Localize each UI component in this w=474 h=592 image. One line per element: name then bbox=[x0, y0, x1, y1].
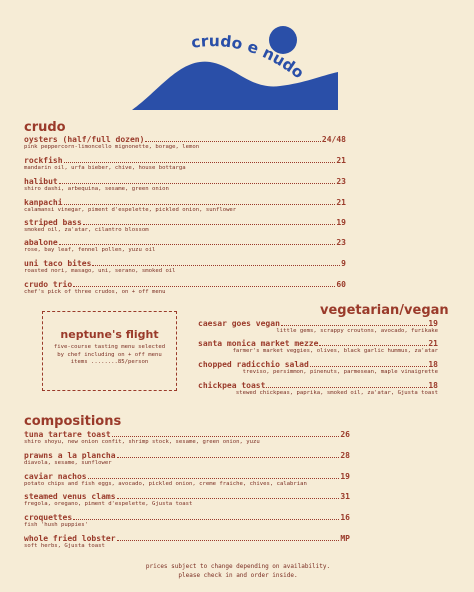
menu-item-oysters bbox=[24, 135, 346, 151]
item-price: 21 bbox=[336, 198, 346, 207]
menu-item-striped-bass bbox=[24, 218, 346, 234]
item-desc: potato chips and fish eggs, avocado, pickled onion, creme fraiche, chives, calabrian bbox=[24, 481, 307, 487]
item-desc: farmer's market veggies, olives, black garlic hummus, za'atar bbox=[232, 348, 438, 354]
item-desc: smoked oil, za'atar, cilantro blossom bbox=[24, 227, 149, 233]
menu-item-crudo-trio bbox=[24, 280, 346, 296]
menu-item-chickpea-toast bbox=[198, 381, 438, 397]
item-desc: stewed chickpeas, paprika, smoked oil, za'atar, Gjusta toast bbox=[235, 390, 438, 396]
item-price: 21 bbox=[428, 339, 438, 348]
item-price: 23 bbox=[336, 238, 346, 247]
item-desc: mandarin oil, urfa bieber, chive, house bottarga bbox=[24, 165, 186, 171]
item-name: croquettes bbox=[24, 513, 73, 522]
item-price: MP bbox=[340, 534, 350, 543]
menu-item-tuna-tartare-toast bbox=[24, 430, 350, 446]
item-name: prawns a la plancha bbox=[24, 451, 116, 460]
vegetarian-vegan-heading: vegetarian/vegan bbox=[320, 303, 449, 318]
item-name: rockfish bbox=[24, 156, 63, 165]
item-price: 23 bbox=[336, 177, 346, 186]
menu-item-croquettes bbox=[24, 513, 350, 529]
item-name: caesar goes vegan bbox=[198, 319, 280, 328]
item-desc: roasted nori, masago, uni, serano, smoked oil bbox=[24, 268, 176, 274]
menu-item-caviar-nachos bbox=[24, 472, 350, 488]
menu-item-rockfish bbox=[24, 156, 346, 172]
brand-name: crudo e nudo bbox=[190, 32, 308, 83]
menu-item-steamed-venus-clams bbox=[24, 492, 350, 508]
menu-item-halibut bbox=[24, 177, 346, 193]
menu-item-uni-taco-bites bbox=[24, 259, 346, 275]
menu-item-caesar-goes-vegan bbox=[198, 319, 438, 335]
crudo-heading: crudo bbox=[24, 120, 66, 135]
item-desc: little gems, scrappy croutons, avocado, furikake bbox=[276, 328, 438, 334]
wave-icon bbox=[132, 62, 338, 110]
menu-item-abalone bbox=[24, 238, 346, 254]
item-name: abalone bbox=[24, 238, 58, 247]
neptunes-flight-box bbox=[42, 311, 177, 391]
compositions-heading: compositions bbox=[24, 414, 122, 429]
item-price: 26 bbox=[340, 430, 350, 439]
item-name: kanpachi bbox=[24, 198, 63, 207]
item-desc: soft herbs, Gjusta toast bbox=[24, 543, 105, 549]
flight-desc: five-course tasting menu selected by chef including on + off menu items ........85/person bbox=[53, 344, 166, 365]
item-desc: diavola, sesame, sunflower bbox=[24, 460, 112, 466]
menu-item-kanpachi bbox=[24, 198, 346, 214]
item-desc: pink peppercorn-limoncello mignonette, borage, lemon bbox=[24, 144, 200, 150]
item-name: steamed venus clams bbox=[24, 492, 116, 501]
item-price: 18 bbox=[428, 381, 438, 390]
item-name: chickpea toast bbox=[198, 381, 266, 390]
menu-item-santa-monica-market-mezze bbox=[198, 339, 438, 355]
item-price: 16 bbox=[340, 513, 350, 522]
item-desc: chef's pick of three crudos, on + off menu bbox=[24, 289, 166, 295]
item-desc: shiro dashi, arbequina, sesame, green onion bbox=[24, 186, 169, 192]
item-name: uni taco bites bbox=[24, 259, 92, 268]
item-name: caviar nachos bbox=[24, 472, 87, 481]
item-desc: shiro shoyu, new onion confit, shrimp stock, sesame, green onion, yuzu bbox=[24, 439, 260, 445]
menu-item-whole-fried-lobster bbox=[24, 534, 350, 550]
item-desc: fish 'hush puppies' bbox=[24, 522, 88, 528]
item-price: 19 bbox=[340, 472, 350, 481]
item-desc: fregola, oregano, piment d'espelette, Gjusta toast bbox=[24, 501, 193, 507]
item-name: chopped radicchio salad bbox=[198, 360, 309, 369]
item-name: crudo trio bbox=[24, 280, 73, 289]
footer-note: prices subject to change depending on availability. please check in and order inside. bbox=[145, 563, 331, 579]
item-name: oysters (half/full dozen) bbox=[24, 135, 145, 144]
item-name: striped bass bbox=[24, 218, 82, 227]
item-price: 19 bbox=[428, 319, 438, 328]
item-price: 19 bbox=[336, 218, 346, 227]
item-name: santa monica market mezze bbox=[198, 339, 319, 348]
item-price: 18 bbox=[428, 360, 438, 369]
item-name: whole fried lobster bbox=[24, 534, 116, 543]
menu-item-chopped-radicchio-salad bbox=[198, 360, 438, 376]
item-desc: treviso, persimmon, pinenuts, parmesean, maple vinaigrette bbox=[242, 369, 438, 375]
item-price: 9 bbox=[341, 259, 346, 268]
flight-title: neptune's flight bbox=[60, 328, 159, 341]
item-name: tuna tartare toast bbox=[24, 430, 111, 439]
brand-logo bbox=[130, 20, 340, 116]
item-price: 21 bbox=[336, 156, 346, 165]
item-price: 60 bbox=[336, 280, 346, 289]
item-desc: calamansi vinegar, piment d'espelette, pickled onion, sunflower bbox=[24, 207, 237, 213]
item-price: 31 bbox=[340, 492, 350, 501]
item-desc: rose, bay leaf, fennel pollen, yuzu oil bbox=[24, 247, 156, 253]
item-price: 24/48 bbox=[321, 135, 346, 144]
menu-item-prawns-a-la-plancha bbox=[24, 451, 350, 467]
item-price: 28 bbox=[340, 451, 350, 460]
item-name: halibut bbox=[24, 177, 58, 186]
